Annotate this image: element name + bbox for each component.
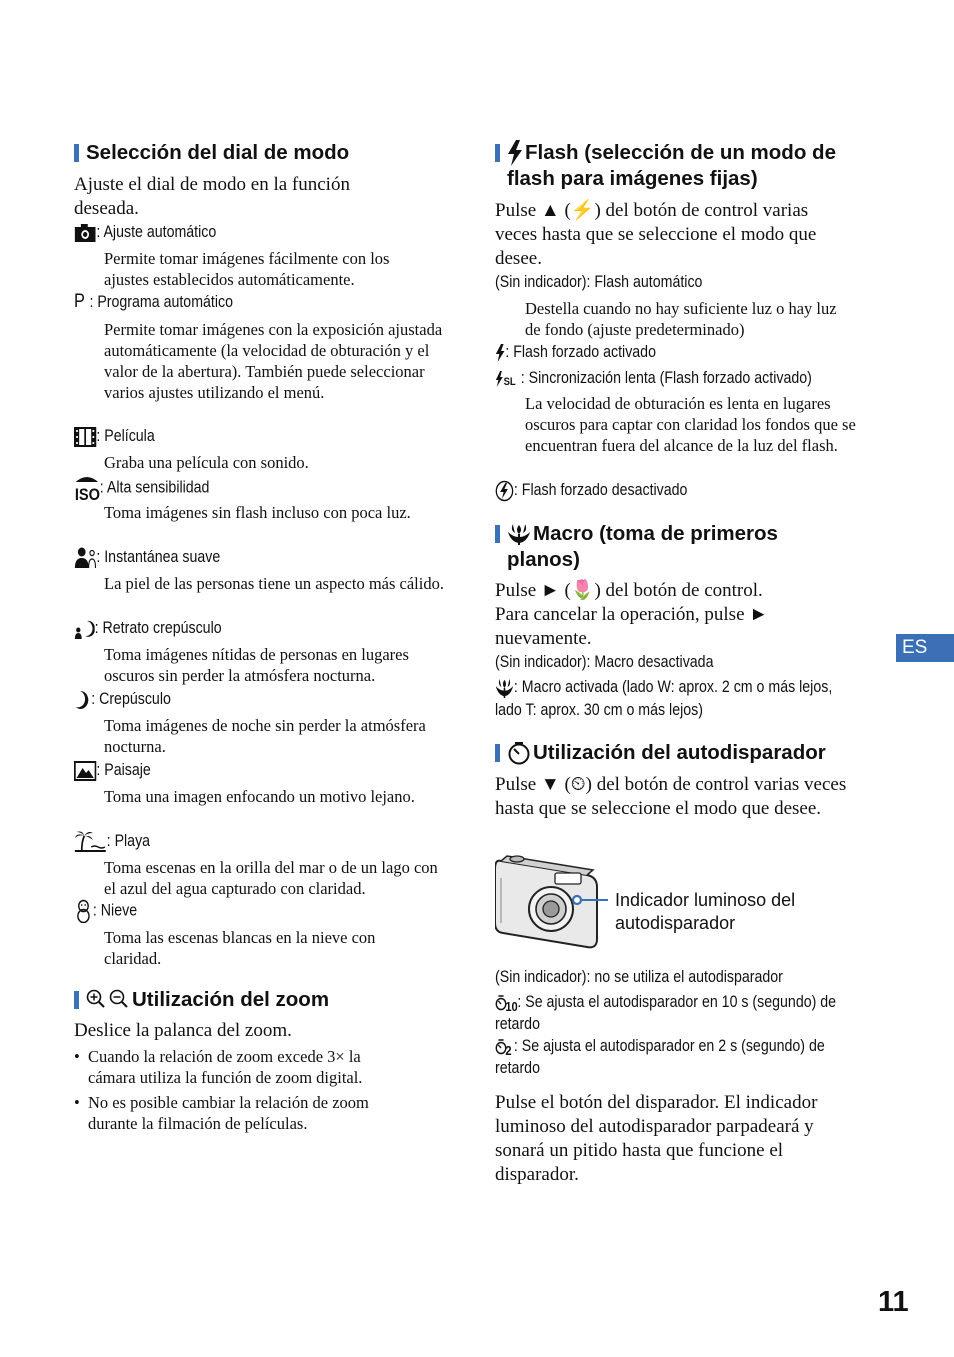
mode-soft-snap: : Instantánea suave (74, 546, 220, 569)
flash-slow-sync-desc: La velocidad de obturación es lenta en lugares oscuros para captar con claridad los fondos que se encuentran fuera del alcance de la luz del flash. (525, 394, 856, 455)
mode-program: P : Programa automático (74, 291, 233, 312)
mode-snow-desc: Toma las escenas blancas en la nieve con claridad. (104, 928, 376, 968)
flash-section-heading: Flash (selección de un modo de flash para imágenes fijas) (495, 140, 865, 192)
macro-off: (Sin indicador): Macro desactivada (495, 653, 714, 671)
heading-bar (74, 144, 79, 162)
mode-soft-snap-desc: La piel de las personas tiene un aspecto más cálido. (104, 574, 444, 593)
movie-icon (74, 427, 96, 447)
svg-text:SL: SL (503, 376, 516, 388)
flash-icon (495, 344, 505, 362)
mode-landscape: : Paisaje (74, 759, 151, 781)
mode-twilight-desc: Toma imágenes de noche sin perder la atmósfera nocturna. (104, 716, 426, 756)
mode-program-desc: Permite tomar imágenes con la exposición ajustada automáticamente (la velocidad de obturación y el valor de la abertura). También puede seleccionar varios ajustes utilizando el menú. (104, 320, 443, 402)
macro-on: : Macro activada (lado W: aprox. 2 cm o más lejos, lado T: aprox. 30 cm o más lejos) (495, 678, 833, 719)
mode-auto-desc: Permite tomar imágenes fácilmente con los ajustes establecidos automáticamente. (104, 249, 390, 289)
timer-section-heading: Utilización del autodisparador (495, 740, 865, 766)
landscape-icon (74, 761, 96, 781)
self-timer-icon (507, 741, 531, 765)
timer-10s: 10 : Se ajusta el autodisparador en 10 s (segundo) de retardo (495, 993, 837, 1033)
timer-lamp-callout: Indicador luminoso del autodisparador (615, 890, 796, 933)
self-timer-10s-icon (495, 993, 517, 1013)
page-number: 11 (878, 1286, 909, 1318)
mode-twilight-portrait: : Retrato crepúsculo (74, 617, 222, 639)
iso-icon (74, 474, 100, 502)
dial-section-heading: Selección del dial de modo (74, 140, 444, 166)
mode-beach: : Playa (74, 830, 150, 853)
dial-intro: Ajuste el dial de modo en la función deseada. (74, 174, 350, 219)
flash-forced-off: : Flash forzado desactivado (495, 479, 687, 502)
heading-bar (495, 744, 500, 762)
soft-snap-icon (74, 547, 96, 569)
program-icon: P (74, 291, 90, 312)
mode-twilight: : Crepúsculo (74, 688, 171, 710)
flash-forced-on: : Flash forzado activado (495, 341, 656, 363)
flash-off-icon (495, 480, 514, 502)
language-tab: ES (896, 634, 954, 662)
zoom-intro: Deslice la palanca del zoom. (74, 1020, 292, 1041)
zoom-bullet-1: • Cuando la relación de zoom excede 3× la cámara utiliza la función de zoom digital. (74, 1047, 363, 1087)
mode-twilight-portrait-desc: Toma imágenes nítidas de personas en lugares oscuros sin perder la atmósfera nocturna. (104, 645, 409, 685)
flash-auto-desc: Destella cuando no hay suficiente luz o hay luz de fondo (ajuste predeterminado) (525, 299, 837, 339)
beach-icon (74, 831, 107, 853)
mode-auto: : Ajuste automático (74, 221, 216, 243)
mode-movie-desc: Graba una película con sonido. (104, 453, 309, 472)
twilight-icon (74, 690, 91, 710)
bullet-dot: • (74, 1093, 80, 1112)
flash-intro: Pulse ▲ (⚡) del botón de control varias veces hasta que se seleccione el modo que desee. (495, 200, 817, 269)
svg-text:2: 2 (505, 1042, 512, 1057)
macro-intro: Pulse ► (🌷) del botón de control. Para cancelar la operación, pulse ► nuevamente. (495, 580, 769, 649)
macro-flower-icon (495, 677, 514, 699)
timer-outro: Pulse el botón del disparador. El indicador luminoso del autodisparador parpadeará y sonará un pitido hasta que funcione el disparador. (495, 1092, 818, 1185)
zoom-section-heading: Utilización del zoom (74, 987, 444, 1013)
heading-bar (74, 991, 79, 1009)
flash-icon (507, 140, 523, 166)
camera-icon (74, 223, 96, 243)
flash-auto: (Sin indicador): Flash automático (495, 273, 703, 291)
heading-bar (495, 144, 500, 162)
mode-snow: : Nieve (74, 899, 137, 923)
mode-beach-desc: Toma escenas en la orilla del mar o de un lago con el azul del agua capturado con claridad. (104, 858, 438, 898)
zoom-in-out-icon (86, 989, 130, 1011)
macro-flower-icon (507, 522, 531, 546)
svg-text:10: 10 (505, 998, 518, 1013)
mode-movie: : Película (74, 425, 155, 447)
bullet-dot: • (74, 1047, 80, 1066)
mode-landscape-desc: Toma una imagen enfocando un motivo lejano. (104, 787, 415, 806)
mode-iso-desc: Toma imágenes sin flash incluso con poca luz. (104, 503, 411, 522)
twilight-portrait-icon (74, 619, 95, 639)
macro-section-heading: Macro (toma de primeros planos) (495, 521, 865, 573)
timer-2s: 2 : Se ajusta el autodisparador en 2 s (segundo) de retardo (495, 1037, 825, 1077)
heading-bar (495, 525, 500, 543)
zoom-bullet-2: • No es posible cambiar la relación de zoom durante la filmación de películas. (74, 1093, 369, 1133)
self-timer-2s-icon (495, 1037, 514, 1057)
svg-text:ISO: ISO (74, 486, 100, 502)
snow-icon (74, 899, 93, 923)
timer-intro: Pulse ▼ (⏲) del botón de control varias veces hasta que se seleccione el modo que desee. (495, 774, 847, 819)
slow-sync-flash-icon (495, 370, 521, 388)
timer-off: (Sin indicador): no se utiliza el autodisparador (495, 968, 783, 986)
flash-slow-sync: SL : Sincronización lenta (Flash forzado activado) (495, 367, 812, 389)
camera-illustration (495, 853, 610, 951)
mode-iso: ISO : Alta sensibilidad (74, 474, 209, 502)
